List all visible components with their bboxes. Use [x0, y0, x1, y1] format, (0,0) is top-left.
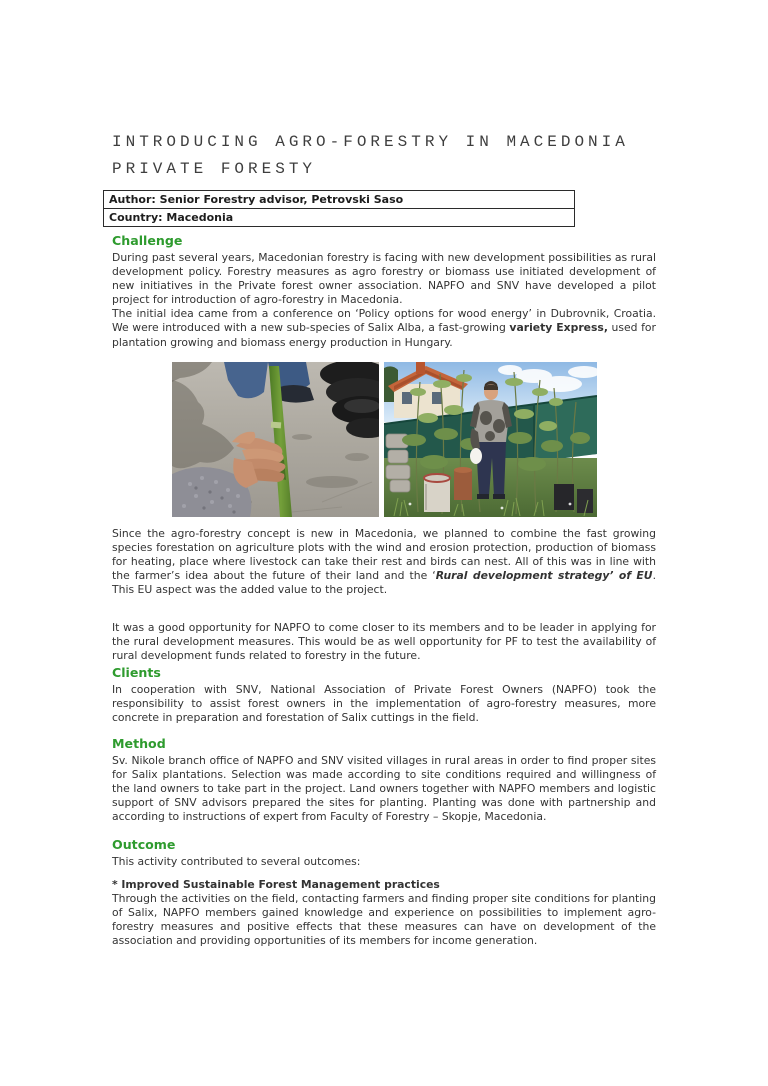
concept-paragraph-1	[112, 527, 656, 597]
challenge-paragraph-2-text: used for plantation growing and biomass energy production in Hungary.	[112, 321, 656, 349]
challenge-paragraph-2-text: The initial idea came from a conference on ‘Policy options for wood energy’ in Dubrovnik, Croatia. We were introduced with a new sub-species of Salix Alba, a fast-growing	[112, 307, 656, 335]
author-cell: Author: Senior Forestry advisor, Petrovski Saso	[104, 191, 575, 209]
table-row	[104, 209, 575, 227]
challenge-heading: Challenge	[112, 233, 183, 248]
outcome-heading: Outcome	[112, 837, 176, 852]
table-row	[104, 191, 575, 209]
photo-salix-cutting-image	[172, 362, 379, 517]
country-cell: Country: Macedonia	[104, 209, 575, 227]
meta-table	[103, 190, 575, 227]
page-title	[112, 129, 629, 182]
method-paragraph: Sv. Nikole branch office of NAPFO and SNV visited villages in rural areas in order to find proper sites for Salix plantations. Selection was made according to site conditions required and willingness of the land owners to take part in the project. Land owners together with NAPFO members and logistic support of SNV advisors prepared the sites for planting. Planting was done with partnership and according to instructions of expert from Faculty of Forestry – Skopje, Macedonia.	[112, 754, 656, 824]
photo-willow-plantation-image	[384, 362, 597, 517]
method-heading: Method	[112, 736, 166, 751]
concept-paragraph-1-text: . This EU aspect was the added value to the project.	[112, 569, 656, 597]
photo-salix-cutting	[172, 362, 379, 517]
photo-row	[172, 362, 597, 517]
clients-paragraph: In cooperation with SNV, National Association of Private Forest Owners (NAPFO) took the responsibility to assist forest owners in the implementation of agro-forestry measures, more concrete in preparation and forestation of Salix cuttings in the field.	[112, 683, 656, 725]
concept-paragraph-1-block	[112, 527, 656, 597]
outcome-item-1-body: Through the activities on the field, contacting farmers and finding proper site conditions for planting of Salix, NAPFO members gained knowledge and experience on possibilities to implement agro-forestry measures and positive effects that these measures can have on development of the association and providing opportunities of its members for income generation.	[112, 892, 656, 948]
section-clients	[112, 666, 656, 725]
clients-heading: Clients	[112, 665, 161, 680]
concept-paragraph-2-block	[112, 621, 656, 663]
outcome-intro: This activity contributed to several outcomes:	[112, 855, 361, 868]
photo-willow-plantation	[384, 362, 597, 517]
outcome-item-1-title: * Improved Sustainable Forest Management practices	[112, 878, 440, 891]
concept-paragraph-1-text: Since the agro-forestry concept is new in Macedonia, we planned to combine the fast growing species forestation on agriculture plots with the wind and erosion protection, production of biomass for heating, place where livestock can take their rest and birds can nest. All of this was in line with the farmer’s idea about the future of their land and the ‘	[112, 527, 656, 583]
challenge-paragraph-2	[112, 307, 656, 349]
challenge-paragraph-1: During past several years, Macedonian forestry is facing with new development possibilities as rural development policy. Forestry measures as agro forestry or biomass use initiated development of new initiatives in the Private forest owner association. NAPFO and SNV have developed a pilot project for introduction of agro-forestry in Macedonia.	[112, 251, 656, 307]
outcome-item-1	[112, 878, 656, 948]
section-outcome	[112, 838, 656, 869]
section-challenge	[112, 234, 656, 350]
concept-paragraph-2: It was a good opportunity for NAPFO to come closer to its members and to be leader in applying for the rural development measures. This would be as well opportunity for PF to test the availability of rural development funds related to forestry in the future.	[112, 621, 656, 663]
page-title-line2: PRIVATE FORESTY	[112, 159, 317, 178]
page-title-line1: INTRODUCING AGRO-FORESTRY IN MACEDONIA	[112, 133, 629, 151]
section-method	[112, 737, 656, 824]
challenge-paragraph-2-bold: variety Express,	[509, 321, 608, 335]
concept-paragraph-1-bold-italic: Rural development strategy’ of EU	[435, 569, 653, 583]
